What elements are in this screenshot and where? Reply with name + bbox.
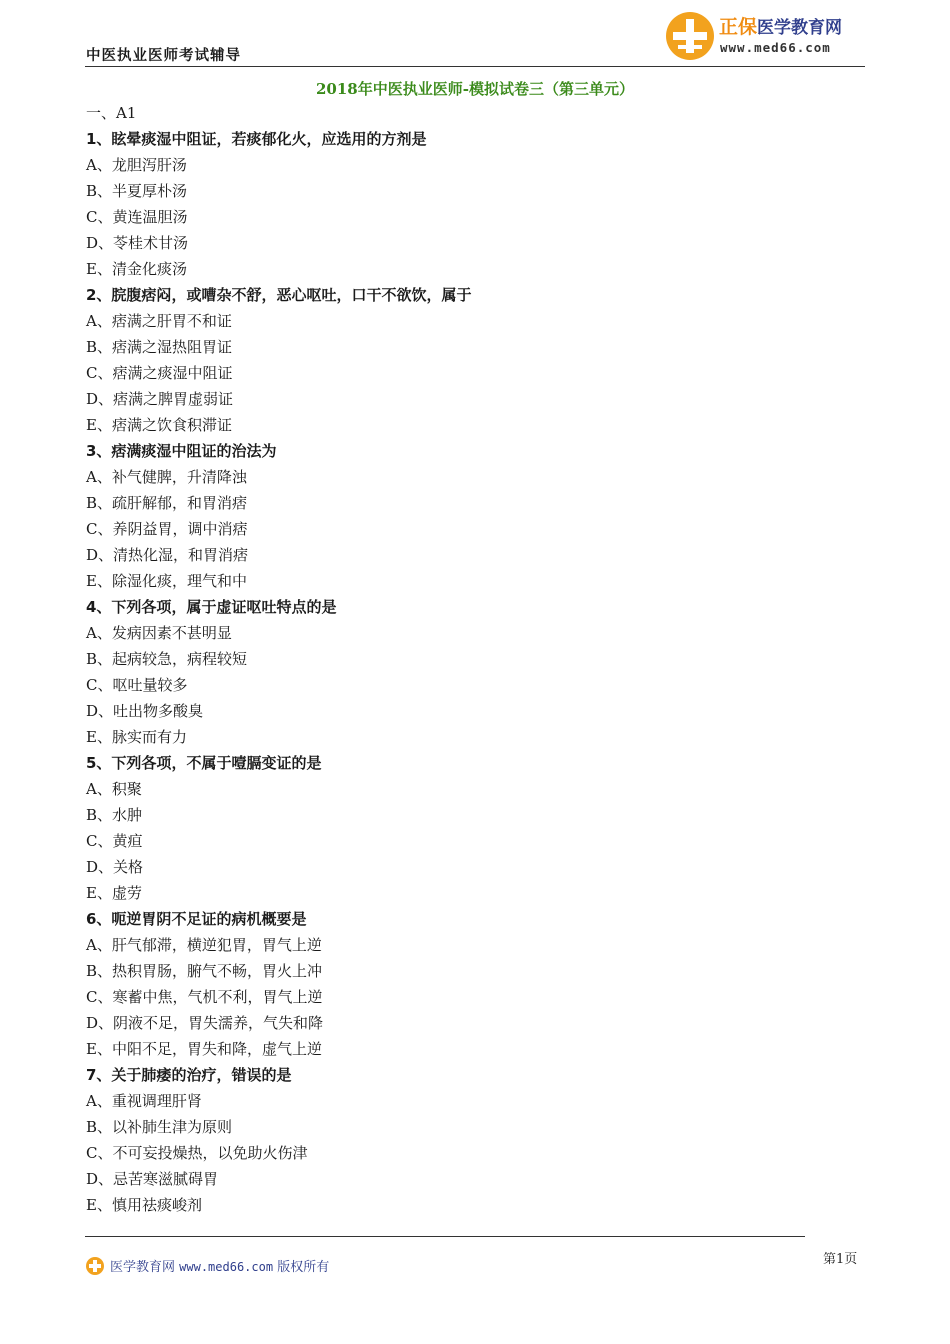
answer-option: A、重视调理肝肾 (86, 1092, 202, 1110)
question-block (86, 438, 866, 594)
answer-option: A、积聚 (86, 780, 142, 798)
answer-option: C、痞满之痰湿中阻证 (86, 364, 233, 382)
answer-option: C、黄连温胆汤 (86, 208, 188, 226)
answer-option: D、关格 (86, 858, 144, 876)
logo-brand-sub: 医学教育网 (757, 18, 843, 38)
answer-option: E、慎用祛痰峻剂 (86, 1196, 202, 1214)
footer-rights: 版权所有 (277, 1260, 330, 1275)
answer-option: B、水肿 (86, 806, 143, 824)
answer-option: A、痞满之肝胃不和证 (86, 312, 232, 330)
answer-option: D、忌苦寒滋腻碍胃 (86, 1170, 219, 1188)
answer-option: E、脉实而有力 (86, 728, 187, 746)
footer-logo-icon (86, 1257, 104, 1275)
question-block (86, 750, 866, 906)
answer-option: E、虚劳 (86, 884, 142, 902)
footer-copyright (110, 1256, 329, 1275)
question-block (86, 126, 866, 282)
answer-option: C、不可妄投燥热，以免助火伤津 (86, 1144, 308, 1162)
answer-option: B、以补肺生津为原则 (86, 1118, 233, 1136)
footer-divider (85, 1236, 805, 1237)
answer-option: B、热积胃肠，腑气不畅，胃火上冲 (86, 962, 323, 980)
footer-url[interactable]: www.med66.com (179, 1260, 274, 1274)
question-stem: 3、痞满痰湿中阻证的治法为 (86, 442, 277, 460)
question-block (86, 1062, 866, 1218)
footer-site: 医学教育网 (110, 1260, 176, 1275)
answer-option: C、黄疸 (86, 832, 143, 850)
answer-option: D、清热化湿，和胃消痞 (86, 546, 249, 564)
answer-option: D、阴液不足，胃失濡养，气失和降 (86, 1014, 324, 1032)
answer-option: A、发病因素不甚明显 (86, 624, 232, 642)
answer-option: B、起病较急，病程较短 (86, 650, 248, 668)
question-list (86, 100, 866, 1218)
answer-option: C、养阴益胃，调中消痞 (86, 520, 248, 538)
question-block (86, 282, 866, 438)
answer-option: E、除湿化痰，理气和中 (86, 572, 247, 590)
question-stem: 7、关于肺痿的治疗，错误的是 (86, 1066, 292, 1084)
document-title: 2018年中医执业医师-模拟试卷三（第三单元） (316, 80, 634, 98)
answer-option: D、苓桂术甘汤 (86, 234, 189, 252)
question-stem: 6、呃逆胃阴不足证的病机概要是 (86, 910, 307, 928)
answer-option: C、寒蓄中焦，气机不利，胃气上逆 (86, 988, 323, 1006)
answer-option: B、痞满之湿热阻胃证 (86, 338, 233, 356)
question-stem: 5、下列各项，不属于噎膈变证的是 (86, 754, 322, 772)
answer-option: D、痞满之脾胃虚弱证 (86, 390, 234, 408)
answer-option: A、肝气郁滞，横逆犯胃，胃气上逆 (86, 936, 322, 954)
answer-option: E、中阳不足，胃失和降，虚气上逆 (86, 1040, 322, 1058)
answer-option: D、吐出物多酸臭 (86, 702, 204, 720)
question-stem: 1、眩晕痰湿中阻证，若痰郁化火，应选用的方剂是 (86, 130, 427, 148)
logo-cross-icon (666, 12, 714, 60)
logo-url: www.med66.com (720, 40, 831, 55)
question-stem: 4、下列各项，属于虚证呕吐特点的是 (86, 598, 337, 616)
section-heading: 一、A1 (86, 104, 137, 122)
answer-option: A、龙胆泻肝汤 (86, 156, 187, 174)
answer-option: E、清金化痰汤 (86, 260, 187, 278)
answer-option: B、半夏厚朴汤 (86, 182, 188, 200)
answer-option: A、补气健脾，升清降浊 (86, 468, 247, 486)
answer-option: B、疏肝解郁，和胃消痞 (86, 494, 248, 512)
question-stem: 2、脘腹痞闷，或嘈杂不舒，恶心呕吐，口干不欲饮，属于 (86, 286, 472, 304)
answer-option: E、痞满之饮食积滞证 (86, 416, 232, 434)
question-block (86, 594, 866, 750)
question-block (86, 906, 866, 1062)
brand-logo[interactable] (663, 10, 868, 62)
header-divider (85, 66, 865, 67)
answer-option: C、呕吐量较多 (86, 676, 188, 694)
header-title: 中医执业医师考试辅导 (86, 48, 241, 64)
page-number: 第1页 (823, 1252, 858, 1267)
logo-brand-text (719, 12, 842, 39)
logo-brand-main: 正保 (719, 16, 758, 38)
